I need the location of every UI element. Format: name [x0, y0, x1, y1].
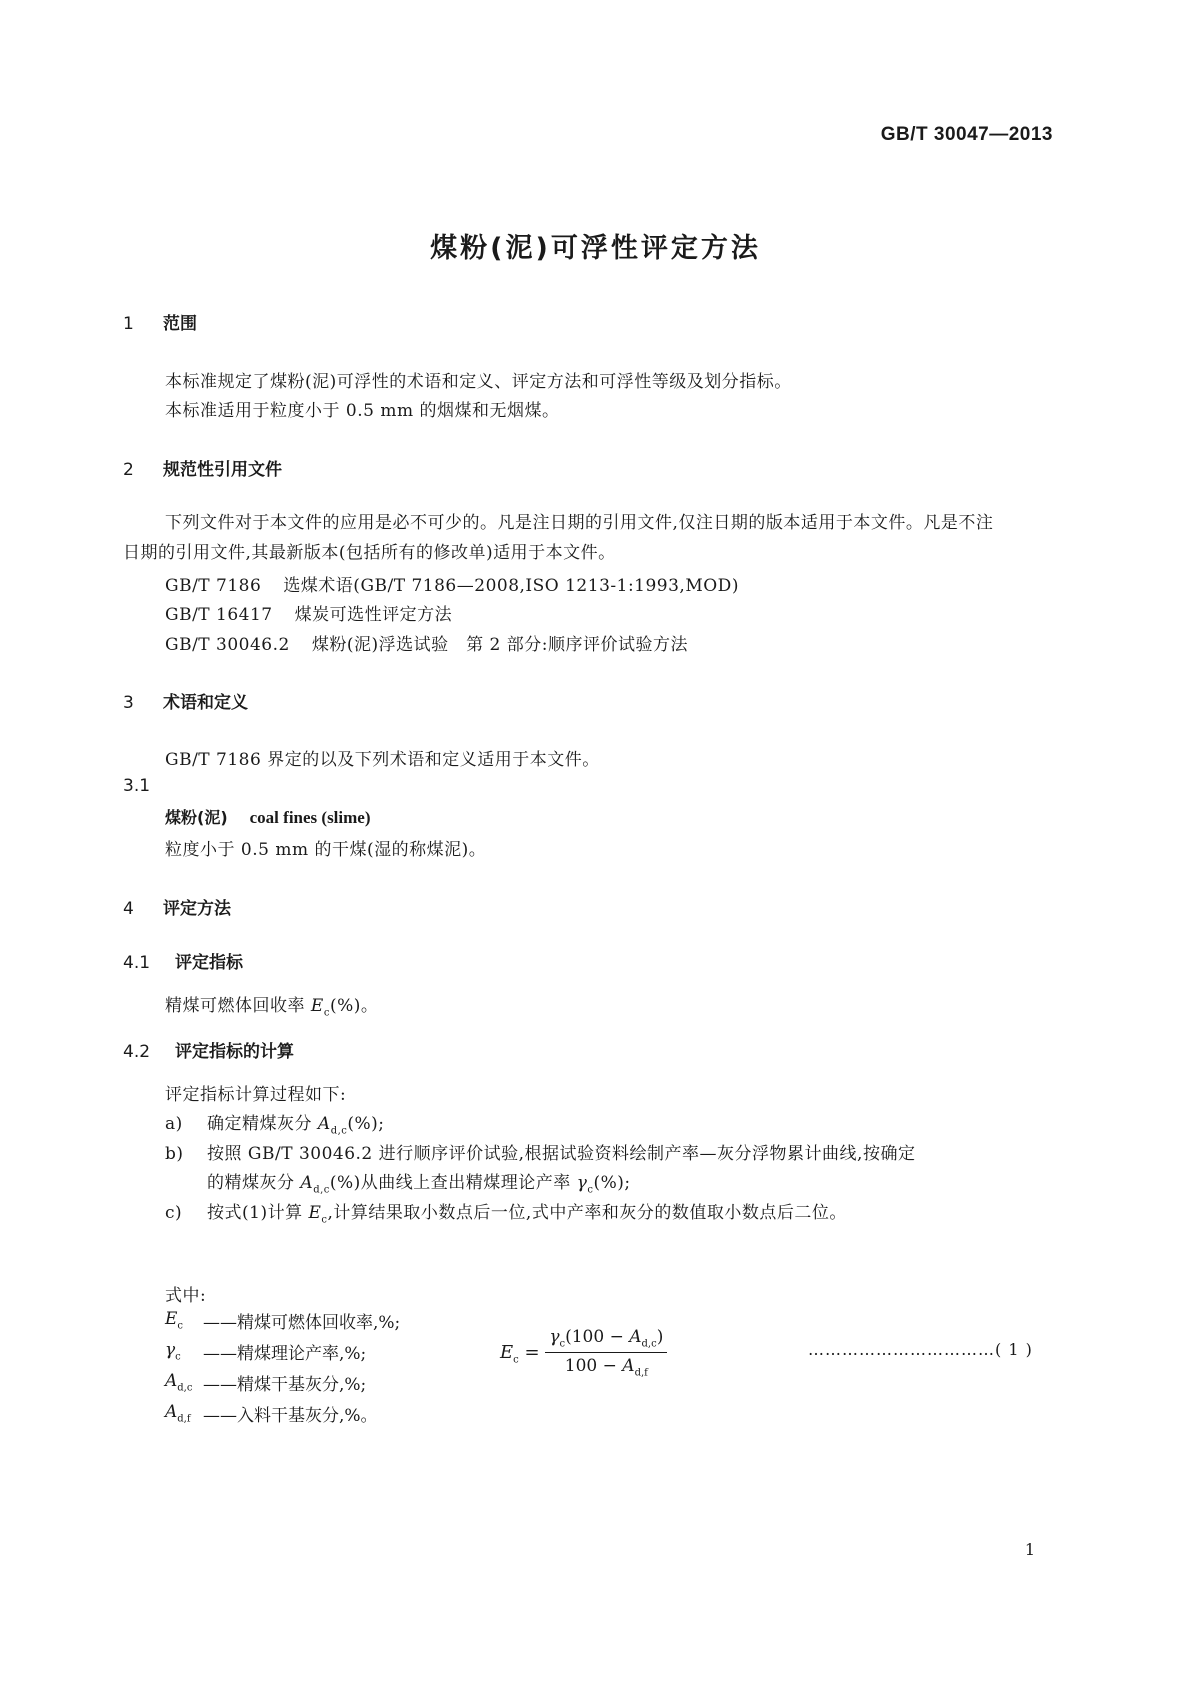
reference-code: GB/T 7186: [165, 576, 262, 596]
symbol-definitions: [165, 1305, 400, 1429]
sec2-paragraph-1: 下列文件对于本文件的应用是必不可少的。凡是注日期的引用文件,仅注日期的版本适用于本文件。凡是不注日期的引用文件,其最新版本(包括所有的修改单)适用于本文件。: [123, 513, 994, 563]
sec41-paragraph: 精煤可燃体回收率 $E_c(\%)$。: [165, 996, 379, 1019]
formula-fraction: [545, 1327, 667, 1379]
section-2-heading: [123, 455, 282, 480]
section-title: 评定方法: [163, 899, 231, 919]
definition-row: $A_{d,f}$ ——入料干基灰分,%。: [165, 1402, 378, 1426]
list-item-a: a) 确定精煤灰分 $A_{d,c}(\%)$;: [165, 1114, 385, 1137]
page-number: 1: [1024, 1540, 1035, 1559]
reference-title: 煤粉(泥)浮选试验 第 2 部分:顺序评价试验方法: [311, 635, 688, 655]
reference-title: 选煤术语(GB/T 7186—2008,ISO 1213-1:1993,MOD): [283, 576, 739, 596]
reference-item: [165, 571, 739, 596]
reference-item: [165, 600, 452, 625]
section-number: 1: [123, 314, 134, 334]
subsection-title: 评定指标: [175, 953, 243, 973]
formula-numerator: $\gamma_c(100 - A_{d,c})$: [545, 1327, 667, 1353]
formula-lhs: E: [500, 1341, 514, 1363]
formula-denominator: $100 - A_{d,f}$: [564, 1356, 648, 1379]
leader-dots: ……………………………: [808, 1340, 995, 1359]
formula-equals: =: [524, 1341, 540, 1363]
equation-number: ( 1 ): [995, 1340, 1033, 1359]
where-label: 式中:: [165, 1286, 207, 1306]
subsection-number: 4.1: [123, 953, 151, 973]
sec42-intro: 评定指标计算过程如下:: [165, 1085, 347, 1105]
section-4-heading: [123, 894, 231, 919]
subsection-4-1-heading: [123, 948, 243, 973]
sec1-paragraph-2: 本标准适用于粒度小于 0.5 mm 的烟煤和无烟煤。: [165, 401, 560, 421]
term-english: coal fines (slime): [249, 808, 371, 827]
reference-title: 煤炭可选性评定方法: [294, 605, 453, 625]
reference-item: [165, 630, 688, 655]
document-title: 煤粉(泥)可浮性评定方法: [430, 233, 761, 264]
definition-row: $E_c$ ——精煤可燃体回收率,%;: [165, 1309, 401, 1333]
section-number: 3: [123, 693, 134, 713]
symbol-E: E: [310, 996, 324, 1016]
section-number: 2: [123, 460, 134, 480]
list-item-c: c) 按式(1)计算 $E_c$,计算结果取小数点后一位,式中产率和灰分的数值取小数点后二位。: [165, 1203, 847, 1226]
sec1-paragraph-1: 本标准规定了煤粉(泥)可浮性的术语和定义、评定方法和可浮性等级及划分指标。: [165, 372, 792, 392]
term-number: 3.1: [123, 776, 151, 796]
section-title: 范围: [163, 314, 197, 334]
section-number: 4: [123, 899, 134, 919]
reference-code: GB/T 30046.2: [165, 635, 290, 655]
term-entry: [165, 805, 371, 828]
subsection-4-2-heading: [123, 1037, 294, 1062]
term-definition: 粒度小于 0.5 mm 的干煤(湿的称煤泥)。: [165, 840, 487, 860]
formula-leader: [808, 1340, 1033, 1359]
section-title: 规范性引用文件: [163, 460, 282, 480]
section-3-heading: [123, 688, 248, 713]
formula-1: $E_c$ = $\frac{\gamma_c(100 - A_{d,c})}{100 - A_{d,f}}$: [500, 1327, 667, 1379]
subsection-number: 4.2: [123, 1042, 151, 1062]
subsection-title: 评定指标的计算: [175, 1042, 294, 1062]
section-1-heading: [123, 309, 197, 334]
section-title: 术语和定义: [163, 693, 248, 713]
standard-code: GB/T 30047—2013: [880, 124, 1053, 145]
definition-row: $A_{d,c}$ ——精煤干基灰分,%;: [165, 1371, 367, 1395]
term-chinese: 煤粉(泥): [165, 808, 228, 827]
definition-row: $\gamma_c$ ——精煤理论产率,%;: [165, 1340, 367, 1364]
reference-code: GB/T 16417: [165, 605, 273, 625]
sec3-paragraph-1: GB/T 7186 界定的以及下列术语和定义适用于本文件。: [165, 750, 600, 770]
list-item-b: b) 按照 GB/T 30046.2 进行顺序评价试验,根据试验资料绘制产率—灰分浮物累计曲线,按确定: [165, 1144, 916, 1164]
list-item-b-continued: 的精煤灰分 $A_{d,c}(\%)$从曲线上查出精煤理论产率 $\gamma_c(\%)$;: [207, 1173, 631, 1196]
